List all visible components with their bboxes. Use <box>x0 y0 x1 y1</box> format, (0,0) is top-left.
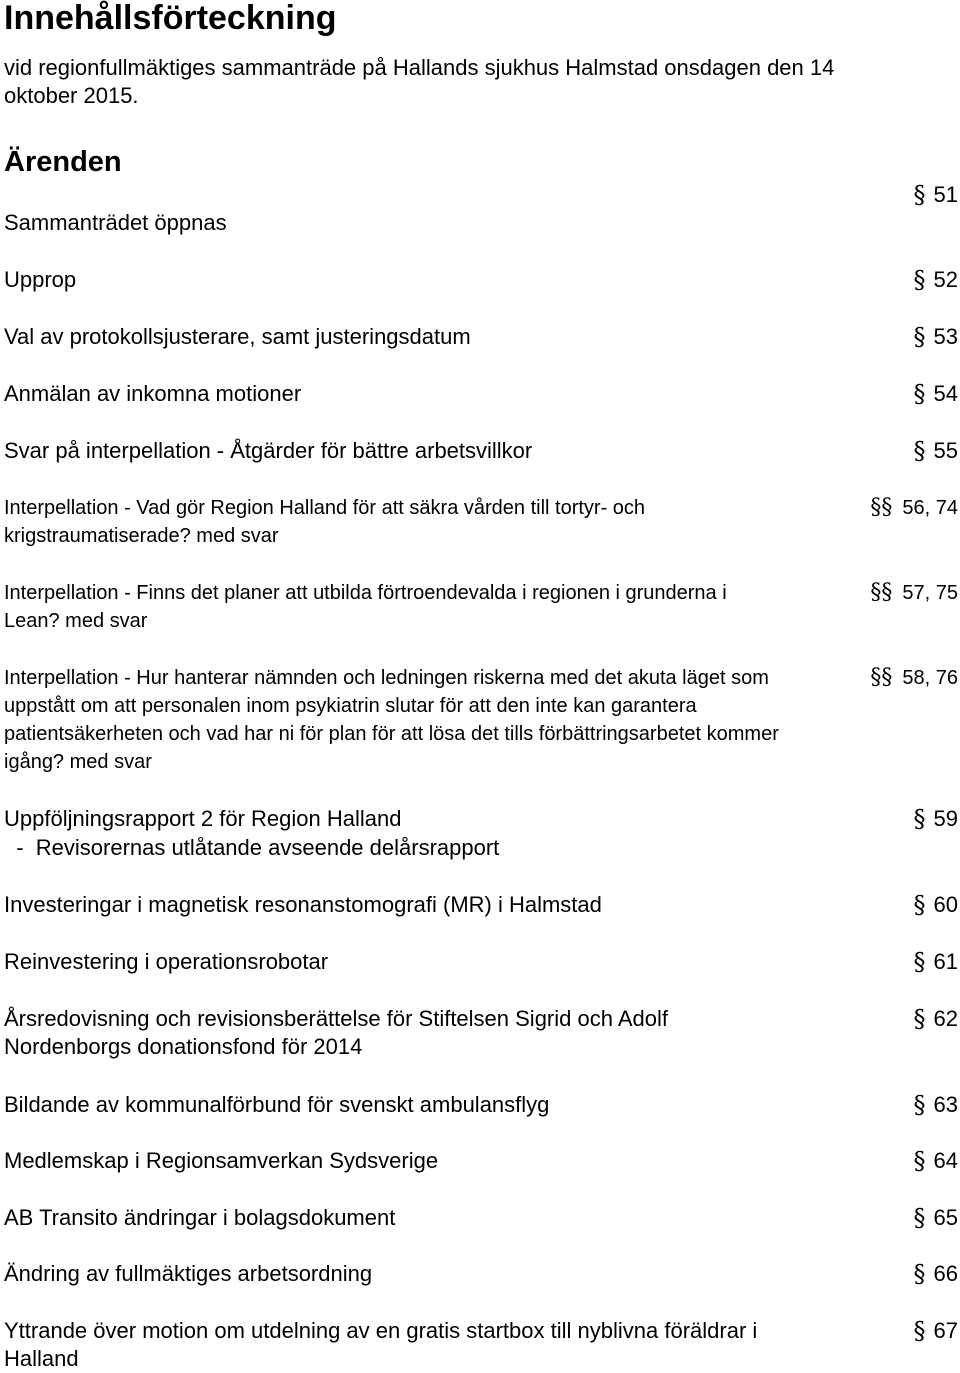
toc-entry-ref <box>914 437 958 465</box>
toc-entry-number: 61 <box>933 949 958 974</box>
toc-entry <box>0 494 960 550</box>
toc-entry <box>0 1147 960 1175</box>
toc-entry-subitem: - Revisorernas utlåtande avseende delårsrapport <box>4 835 500 860</box>
toc-entry <box>0 323 960 351</box>
toc-entry-text: Interpellation - Vad gör Region Halland för att säkra vården till tortyr- och krigstraumatiserade? med svar <box>4 497 646 547</box>
toc-entry-number: 51 <box>933 182 958 207</box>
toc-entry-number: 64 <box>933 1148 958 1173</box>
toc-entry-number: 56, 74 <box>902 497 958 519</box>
toc-entry-text: Bildande av kommunalförbund för svenskt ambulansflyg <box>4 1092 550 1117</box>
section-sign-icon: § <box>870 495 882 520</box>
toc-entry <box>0 664 960 776</box>
toc-entry-number: 57, 75 <box>902 582 958 604</box>
toc-entry-text: Interpellation - Hur hanterar nämnden och ledningen riskerna med det akuta läget som uppstått om att personalen inom psykiatrin slutar för att den inte kan garantera patientsäkerheten och vad har ni för plan för att lösa det tills förbättringsarbetet kommer igång? med svar <box>4 667 779 773</box>
toc-entry-number: 59 <box>933 806 958 831</box>
toc-entry <box>0 1317 960 1371</box>
toc-entry <box>0 1204 960 1232</box>
toc-entry-number: 53 <box>933 324 958 349</box>
toc-entry-text: Val av protokollsjusterare, samt justeringsdatum <box>4 324 471 349</box>
toc-entry-ref <box>870 664 958 692</box>
toc-entry <box>0 579 960 635</box>
toc-entry <box>0 266 960 294</box>
toc-entry-number: 67 <box>933 1318 958 1343</box>
section-sign-icon: § <box>881 495 893 520</box>
toc-entry-ref <box>914 948 958 976</box>
section-sign-icon: § <box>881 665 893 690</box>
section-sign-icon: § <box>870 665 882 690</box>
toc-entry-text: Sammanträdet öppnas <box>4 210 227 235</box>
toc-entry-ref <box>914 266 958 294</box>
section-sign-icon: § <box>913 437 926 465</box>
toc-entry-text: Interpellation - Finns det planer att utbilda förtroendevalda i regionen i grunderna i Lean? med svar <box>4 582 727 632</box>
toc-entry-ref <box>914 1317 958 1345</box>
toc-entry <box>0 805 960 863</box>
toc-entry-number: 54 <box>933 381 958 406</box>
toc-entry-ref <box>914 380 958 408</box>
section-sign-icon: § <box>913 948 926 976</box>
toc-entry-text: Investeringar i magnetisk resonanstomografi (MR) i Halmstad <box>4 892 602 917</box>
toc-entry-number: 60 <box>933 892 958 917</box>
section-sign-icon: § <box>870 580 882 605</box>
section-sign-icon: § <box>913 805 926 833</box>
toc-entry-number: 62 <box>933 1006 958 1031</box>
toc-entry <box>0 181 960 241</box>
toc-entry-number: 66 <box>933 1261 958 1286</box>
section-sign-icon: § <box>913 1147 926 1175</box>
toc-entry-ref <box>914 1147 958 1175</box>
section-sign-icon: § <box>881 580 893 605</box>
section-sign-icon: § <box>913 1204 926 1232</box>
section-sign-icon: § <box>913 1317 926 1345</box>
section-sign-icon: § <box>913 1091 926 1119</box>
page-subtitle: vid regionfullmäktiges sammanträde på Hallands sjukhus Halmstad onsdagen den 14 oktober 2015. <box>4 55 835 108</box>
section-sign-icon: § <box>913 891 926 919</box>
toc-entry-number: 55 <box>933 438 958 463</box>
toc-entry <box>0 891 960 919</box>
toc-entry-number: 58, 76 <box>902 667 958 689</box>
section-sign-icon: § <box>913 1260 926 1288</box>
toc-entry-ref <box>914 1091 958 1119</box>
toc-entry-number: 52 <box>933 267 958 292</box>
toc-entry-ref <box>914 181 958 209</box>
toc-entry-text: Uppföljningsrapport 2 för Region Halland <box>4 806 402 831</box>
section-sign-icon: § <box>913 266 926 294</box>
toc-entry <box>0 1091 960 1119</box>
toc-entry <box>0 1005 960 1063</box>
toc-entry-number: 63 <box>933 1092 958 1117</box>
toc-entry-text: Årsredovisning och revisionsberättelse för Stiftelsen Sigrid och Adolf Nordenborgs donationsfond för 2014 <box>4 1006 669 1059</box>
page-title: Innehållsförteckning <box>4 0 337 37</box>
toc-entry-ref <box>914 1204 958 1232</box>
toc-entry <box>0 380 960 408</box>
toc-entry-text: AB Transito ändringar i bolagsdokument <box>4 1205 396 1230</box>
toc-entry-ref <box>914 805 958 833</box>
toc-entry <box>0 437 960 465</box>
toc-entry-ref <box>914 1260 958 1288</box>
toc-entry-number: 65 <box>933 1205 958 1230</box>
section-sign-icon: § <box>913 1005 926 1033</box>
toc-entry-text: Reinvestering i operationsrobotar <box>4 949 329 974</box>
toc-entry-ref <box>870 579 958 607</box>
toc-entry <box>0 948 960 976</box>
section-sign-icon: § <box>913 380 926 408</box>
toc-entry-text: Svar på interpellation - Åtgärder för bättre arbetsvillkor <box>4 438 533 463</box>
section-sign-icon: § <box>913 181 926 209</box>
toc-entry-ref <box>870 494 958 522</box>
toc-entry-text: Ändring av fullmäktiges arbetsordning <box>4 1261 373 1286</box>
section-sign-icon: § <box>913 323 926 351</box>
toc-entry-text: Medlemskap i Regionsamverkan Sydsverige <box>4 1148 439 1173</box>
toc-entry-text: Anmälan av inkomna motioner <box>4 381 302 406</box>
toc-entry-ref <box>914 1005 958 1033</box>
toc-entry-text: Upprop <box>4 267 77 292</box>
toc-entry <box>0 1260 960 1288</box>
toc-entry-text: Yttrande över motion om utdelning av en gratis startbox till nyblivna föräldrar i Halland <box>4 1318 758 1371</box>
toc-entry-ref <box>914 891 958 919</box>
toc-entry-ref <box>914 323 958 351</box>
section-heading: Ärenden <box>4 146 122 178</box>
